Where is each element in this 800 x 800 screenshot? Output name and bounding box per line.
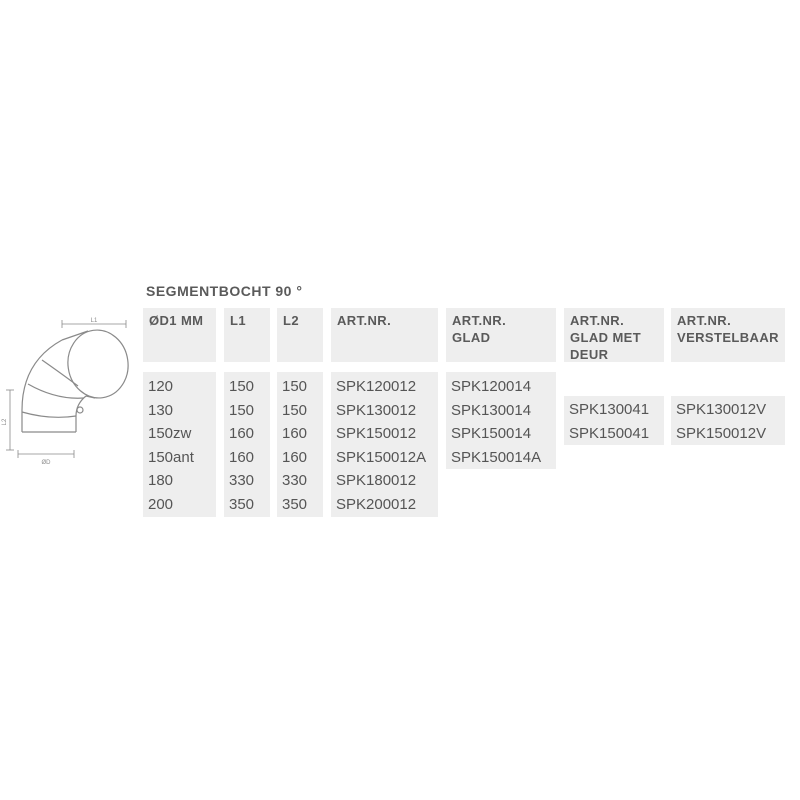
cell-artnr-glad-met-deur: SPK150041 xyxy=(569,424,650,442)
cell-artnr-verstelbaar: SPK150012V xyxy=(676,424,767,442)
cell-artnr: SPK150012A xyxy=(336,448,427,466)
column-artnr-verstelbaar xyxy=(671,396,785,445)
cell-l1: 350 xyxy=(229,495,255,513)
header-artnr-verstelbaar: ART.NR. VERSTELBAAR xyxy=(671,308,785,362)
cell-d1: 180 xyxy=(148,472,174,490)
cell-artnr-verstelbaar: SPK130012V xyxy=(676,401,767,418)
cell-artnr: SPK130012 xyxy=(336,401,417,419)
cell-l1: 160 xyxy=(229,448,255,466)
header-artnr-glad: ART.NR. GLAD xyxy=(446,308,556,362)
cell-d1: 200 xyxy=(148,495,174,513)
column-d1 xyxy=(143,372,216,517)
cell-l1: 150 xyxy=(229,401,255,419)
cell-d1: 130 xyxy=(148,401,174,419)
cell-d1: 120 xyxy=(148,378,174,395)
column-artnr-glad xyxy=(446,372,556,469)
cell-artnr: SPK120012 xyxy=(336,378,417,395)
cell-d1: 150zw xyxy=(148,425,192,443)
cell-artnr: SPK180012 xyxy=(336,472,417,490)
cell-l2: 160 xyxy=(282,425,308,443)
header-l2: L2 xyxy=(277,308,323,362)
header-l1: L1 xyxy=(224,308,270,362)
l1-dimension-label: L1 xyxy=(90,318,98,324)
cell-l2: 350 xyxy=(282,495,308,513)
product-title: SEGMENTBOCHT 90 ° xyxy=(146,283,303,299)
column-l2 xyxy=(277,372,323,517)
cell-l2: 330 xyxy=(282,472,308,490)
cell-l1: 160 xyxy=(229,425,255,443)
elbow-diagram xyxy=(0,312,140,472)
cell-artnr-glad: SPK150014A xyxy=(451,448,542,466)
l2-dimension-label: L2 xyxy=(2,418,8,426)
cell-d1: 150ant xyxy=(148,448,194,466)
column-l1 xyxy=(224,372,270,517)
od-dimension-label: ØD xyxy=(41,460,51,466)
header-artnr: ART.NR. xyxy=(331,308,438,362)
cell-artnr-glad: SPK120014 xyxy=(451,378,532,395)
cell-l2: 160 xyxy=(282,448,308,466)
cell-l2: 150 xyxy=(282,401,308,419)
header-artnr-glad-met-deur: ART.NR. GLAD MET DEUR xyxy=(564,308,664,362)
cell-artnr-glad: SPK150014 xyxy=(451,425,532,443)
cell-artnr-glad: SPK130014 xyxy=(451,401,532,419)
cell-l1: 150 xyxy=(229,378,255,395)
cell-l2: 150 xyxy=(282,378,308,395)
cell-l1: 330 xyxy=(229,472,255,490)
column-artnr xyxy=(331,372,438,517)
header-d1: ØD1 MM xyxy=(143,308,216,362)
cell-artnr: SPK150012 xyxy=(336,425,417,443)
cell-artnr: SPK200012 xyxy=(336,495,417,513)
column-artnr-glad-met-deur xyxy=(564,396,664,445)
cell-artnr-glad-met-deur: SPK130041 xyxy=(569,401,650,418)
